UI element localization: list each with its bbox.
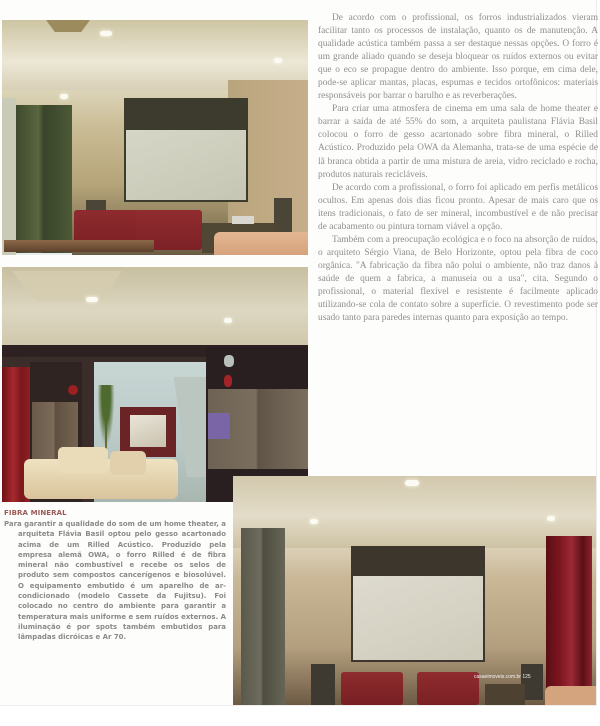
article-body: [318, 12, 598, 325]
vase: [68, 385, 78, 395]
speaker: [274, 198, 292, 234]
ceiling-spotlight-icon: [547, 516, 555, 521]
article-paragraph: De acordo com o profissional, os forros industrializados vieram facilitar tanto os processos de instalação, quanto os de manutenção. A qualidade acústica também passa a ser destaque nessas opções. O forro é um grande aliado quando se deseja bloquear os ruídos externos ou evitar que o eco se propague dentro do ambiente. Isso porque, em cima dele, pode-se aplicar mantas, placas, espumas e tecidos ortofônicos: materiais responsáveis por barrar o barulho e as reverberações.: [318, 13, 598, 102]
vase: [224, 355, 234, 367]
pillow: [110, 451, 146, 475]
article-paragraph: Também com a preocupação ecológica e o foco na absorção de ruídos, o arquiteto Sérgio Viana, de Belo Horizonte, optou pela fibra de coco orgânica. "A fabricação da fibra não polui o ambiente, não traz danos à saúde de quem a fabrica, a manuseia ou a usa", cita. Segundo o profissional, o material flexível e resistente é facilmente aplicado utilizando-se cola de contato sobre a superfície. O revestimento pode ser usado tanto para paredes internas quanto para exposição ao tempo.: [318, 234, 598, 324]
ceiling-spotlight-icon: [274, 58, 282, 63]
caption-title: FIBRA MINERAL: [4, 509, 67, 517]
pillow: [58, 447, 108, 473]
wall: [2, 98, 16, 255]
air-conditioner-icon: [405, 480, 419, 486]
article-paragraph: De acordo com a profissional, o forro foi aplicado em perfis metálicos ocultos. Em apenas dois dias ficou pronto. Apesar de mais caro que os itens tradicionais, o fato de ser mineral, incombustível e de não precisar de acabamento ou pintura tornam viável a opção.: [318, 182, 598, 232]
red-curtain: [546, 536, 592, 705]
projection-screen: [124, 130, 248, 202]
sofa: [545, 686, 596, 705]
av-receiver: [232, 216, 254, 224]
sofa: [214, 232, 308, 255]
glass-door: [16, 105, 72, 255]
plant-leaves: [96, 385, 116, 455]
ceiling: [233, 476, 596, 548]
mirror: [130, 415, 166, 447]
article-paragraph: Para criar uma atmosfera de cinema em uma sala de home theater e barrar a saída de até 55% do som, a arquiteta paulistana Flávia Basil colocou o forro de gesso acartonado sobre fibra mineral, o Rilled Acústico. Produzido pela OWA da Alemanha, trata-se de uma espécie de lã branca obtida a partir de uma mistura de areia, vidro reciclado e rocha, produtos naturais recicláveis.: [318, 104, 598, 180]
coffee-table: [4, 240, 154, 252]
ceiling-spotlight-icon: [100, 31, 112, 36]
screen-housing: [351, 546, 485, 576]
ceiling-spotlight-icon: [60, 94, 68, 99]
projection-screen: [351, 576, 485, 662]
page-stamp: casaeimoveis.com.br 125: [474, 674, 531, 680]
photo-home-theater-top: [2, 20, 308, 255]
caption-body: Para garantir a qualidade do som de um home theater, a arquiteta Flávia Basil optou pelo gesso acartonado acima de um Rilled Acústico. Produzido pela empresa alemã OWA, o forro Rilled é de fibra mineral não combustível e recebe os selos de produto sem compostos cancerígenos e biosolúvel. O equipamento embutido é um aparelho de ar-condicionado (modelo Cassete da Fujitsu). Foi colocado no centro do ambiente para garantir a temperatura mais uniforme e sem ruídos externos. A iluminação é por spots também embutidos para lâmpadas dicróicas e Ar 70.: [4, 520, 226, 642]
ceiling-spotlight-icon: [86, 297, 98, 302]
photo-home-theater-bottom: [233, 476, 596, 705]
photo-caption: [4, 509, 226, 643]
red-armchair: [417, 672, 479, 705]
vase: [224, 375, 232, 387]
photo-living-room: [2, 267, 308, 502]
speaker: [311, 664, 335, 705]
books: [16, 253, 72, 255]
red-armchair: [341, 672, 403, 705]
ceiling-spotlight-icon: [310, 519, 318, 524]
glass-door: [241, 528, 285, 705]
console: [485, 684, 525, 705]
ceiling-spotlight-icon: [224, 318, 232, 323]
purple-object: [208, 413, 230, 439]
screen-housing: [124, 98, 248, 130]
